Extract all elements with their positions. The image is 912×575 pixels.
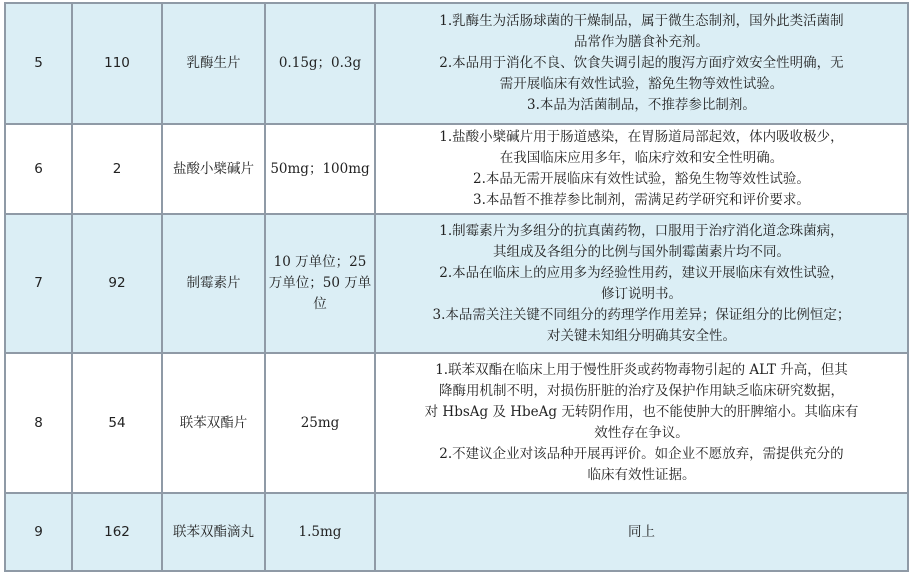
note-line: 对关键未知组分明确其安全性。	[547, 327, 736, 344]
row-number: 8	[5, 353, 72, 493]
evaluation-notes	[375, 124, 908, 214]
note-line: 3.本品暂不推荐参比制剂，需满足药学研究和评价要求。	[473, 192, 810, 208]
drug-name: 联苯双酯滴丸	[162, 493, 265, 571]
evaluation-notes	[375, 214, 908, 353]
table-row	[5, 493, 908, 571]
note-line: 其组成及各组分的比例与国外制霉菌素片均不同。	[493, 243, 790, 260]
table-row	[5, 3, 908, 124]
note-line: 2.不建议企业对该品种开展再评价。如企业不愿放弃，需提供充分的	[439, 446, 844, 462]
row-number: 7	[5, 214, 72, 353]
note-line: 对 HbsAg 及 HbeAg 无转阴作用，也不能使肿大的肝脾缩小。其临床有	[424, 404, 859, 420]
table-row	[5, 353, 908, 493]
drug-name: 制霉素片	[162, 214, 265, 353]
drug-spec: 50mg；100mg	[265, 124, 375, 214]
note-line: 临床有效性证据。	[587, 467, 696, 483]
row-number: 9	[5, 493, 72, 571]
note-line: 降酶用机制不明，对损伤肝脏的治疗及保护作用缺乏临床研究数据，	[439, 383, 844, 399]
note-line: 1.乳酶生为活肠球菌的干燥制品，属于微生态制剂，国外此类活菌制	[439, 13, 844, 29]
evaluation-notes	[375, 353, 908, 493]
drug-name: 盐酸小檗碱片	[162, 124, 265, 214]
note-line: 2.本品无需开展临床有效性试验，豁免生物等效性试验。	[473, 171, 810, 187]
row-number: 6	[5, 124, 72, 214]
enterprise-count: 162	[72, 493, 162, 571]
note-line: 1.联苯双酯在临床上用于慢性肝炎或药物毒物引起的 ALT 升高，但其	[435, 362, 848, 378]
evaluation-notes	[375, 493, 908, 571]
note-line: 2.本品在临床上的应用多为经验性用药，建议开展临床有效性试验，	[439, 264, 844, 281]
drug-evaluation-table	[4, 2, 909, 572]
note-line: 同上	[628, 523, 655, 540]
drug-spec: 25mg	[265, 353, 375, 493]
drug-name: 乳酶生片	[162, 3, 265, 124]
enterprise-count: 54	[72, 353, 162, 493]
note-line: 效性存在争议。	[594, 425, 689, 441]
note-line: 需开展临床有效性试验，豁免生物等效性试验。	[499, 76, 784, 92]
note-line: 3.本品需关注关键不同组分的药理学作用差异；保证组分的比例恒定；	[432, 306, 851, 323]
note-line: 1.盐酸小檗碱片用于肠道感染，在胃肠道局部起效，体内吸收极少，	[439, 129, 844, 145]
enterprise-count: 110	[72, 3, 162, 124]
drug-spec: 10 万单位；25 万单位；50 万单位	[265, 214, 375, 353]
note-line: 1.制霉素片为多组分的抗真菌药物，口服用于治疗消化道念珠菌病，	[439, 222, 844, 239]
note-line: 3.本品为活菌制品，不推荐参比制剂。	[527, 97, 756, 113]
table-row	[5, 124, 908, 214]
table-row	[5, 214, 908, 353]
evaluation-notes	[375, 3, 908, 124]
enterprise-count: 2	[72, 124, 162, 214]
drug-name: 联苯双酯片	[162, 353, 265, 493]
drug-spec: 1.5mg	[265, 493, 375, 571]
drug-spec: 0.15g；0.3g	[265, 3, 375, 124]
note-line: 在我国临床应用多年，临床疗效和安全性明确。	[499, 150, 784, 166]
note-line: 修订说明书。	[601, 285, 682, 302]
note-line: 2.本品用于消化不良、饮食失调引起的腹泻方面疗效安全性明确，无	[439, 55, 844, 71]
row-number: 5	[5, 3, 72, 124]
enterprise-count: 92	[72, 214, 162, 353]
note-line: 品常作为膳食补充剂。	[574, 34, 709, 50]
